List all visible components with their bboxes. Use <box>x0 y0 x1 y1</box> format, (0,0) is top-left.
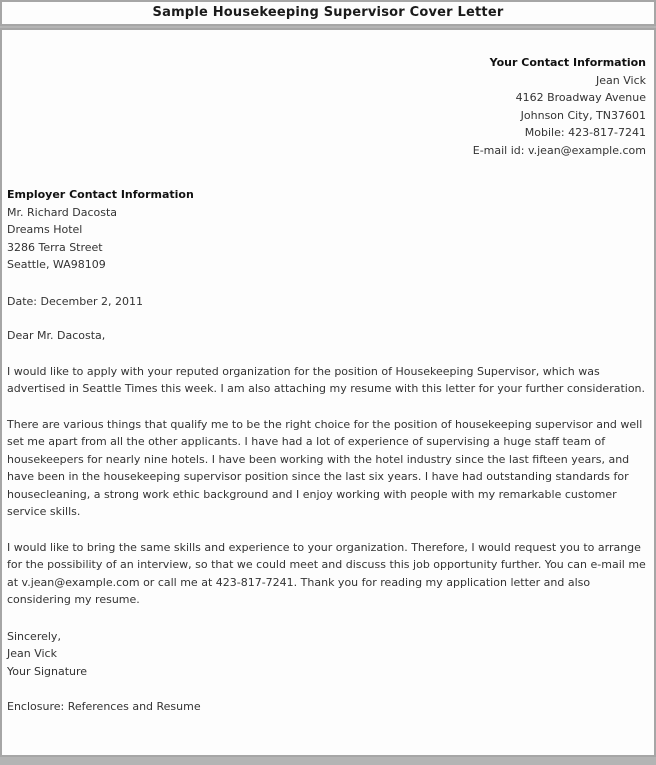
cover-letter-body <box>0 28 656 757</box>
sender-street: 4162 Broadway Avenue <box>515 91 646 104</box>
page-title: Sample Housekeeping Supervisor Cover Letter <box>152 5 504 20</box>
closing-block <box>7 628 646 681</box>
closing-sincerely: Sincerely, <box>7 629 61 643</box>
employer-city: Seattle, WA98109 <box>7 258 106 271</box>
salutation: Dear Mr. Dacosta, <box>7 329 106 342</box>
sender-mobile: Mobile: 423-817-7241 <box>524 126 646 139</box>
employer-contact-block <box>7 186 646 274</box>
sender-heading: Your Contact Information <box>489 56 646 69</box>
paragraph-introduction: I would like to apply with your reputed organization for the position of Housekeeping Supervisor, which was advertised in Seattle Times this week. I am also attaching my resume with this letter for your further consideration. <box>7 364 646 395</box>
employer-company: Dreams Hotel <box>7 223 83 236</box>
closing-name: Jean Vick <box>7 647 57 660</box>
sender-name: Jean Vick <box>596 73 646 87</box>
employer-name: Mr. Richard Dacosta <box>7 205 118 219</box>
employer-heading: Employer Contact Information <box>7 188 194 201</box>
paragraph-qualifications: There are various things that qualify me to be the right choice for the position of housekeeping supervisor and well set me apart from all the other applicants. I have had a lot of experience of supervising a huge staff team of housekeepers for nearly nine hotels. I have been working with the hotel industry since the last fifteen years, and have been in the housekeeping supervisor position since the last six years. I have had outstanding standards for housecleaning, a strong work ethic background and I enjoy working with people with my remarkable customer service skills. <box>7 417 643 518</box>
sender-contact-block <box>7 54 646 159</box>
title-bar <box>0 0 656 26</box>
date-line: Date: December 2, 2011 <box>7 294 144 308</box>
employer-street: 3286 Terra Street <box>7 240 103 254</box>
sender-city: Johnson City, TN37601 <box>520 108 646 122</box>
sender-email: E-mail id: v.jean@example.com <box>472 143 646 157</box>
closing-signature: Your Signature <box>7 664 88 678</box>
paragraph-interview-request: I would like to bring the same skills and experience to your organization. Therefore, I would request you to arrange for the possibility of an interview, so that we could meet and discuss this job opportunity further. You can e-mail me at v.jean@example.com or call me at 423-817-7241. Thank you for reading my application letter and also considering my resume. <box>7 540 646 606</box>
bottom-strip <box>0 757 656 765</box>
enclosure-line: Enclosure: References and Resume <box>7 700 201 713</box>
